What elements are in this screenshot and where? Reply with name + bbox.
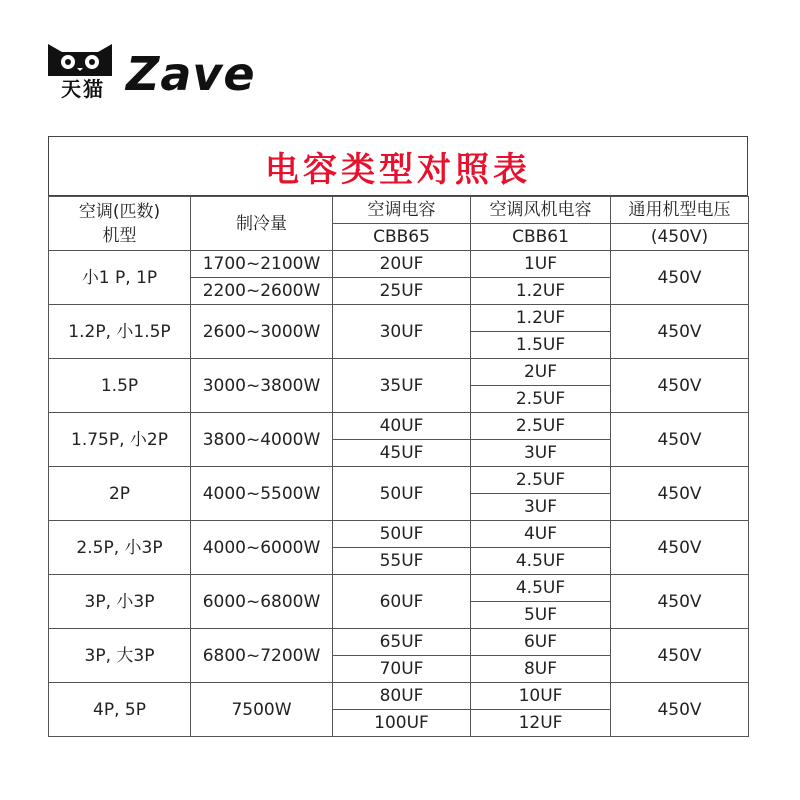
header-model xyxy=(49,197,191,251)
model-cell: 1.2P, 小1.5P xyxy=(49,305,191,359)
capacitor-cell: 65UF xyxy=(333,629,471,656)
header-cooling: 制冷量 xyxy=(191,197,333,251)
capacitor-cell: 20UF xyxy=(333,251,471,278)
table-title-box xyxy=(48,136,748,196)
capacitor-cell: 50UF xyxy=(333,467,471,521)
capacitor-cell: 55UF xyxy=(333,548,471,575)
voltage-cell: 450V xyxy=(611,413,749,467)
fan-capacitor-cell: 3UF xyxy=(471,494,611,521)
capacitor-cell: 25UF xyxy=(333,278,471,305)
header-capacitor-sub: CBB65 xyxy=(333,224,471,251)
fan-capacitor-cell: 8UF xyxy=(471,656,611,683)
cooling-cell: 2600~3000W xyxy=(191,305,333,359)
fan-capacitor-cell: 5UF xyxy=(471,602,611,629)
fan-capacitor-cell: 2.5UF xyxy=(471,467,611,494)
fan-capacitor-cell: 6UF xyxy=(471,629,611,656)
voltage-cell: 450V xyxy=(611,629,749,683)
cooling-cell: 3800~4000W xyxy=(191,413,333,467)
voltage-cell: 450V xyxy=(611,305,749,359)
table-row xyxy=(49,575,749,602)
capacitor-table xyxy=(48,196,749,737)
cooling-cell: 4000~5500W xyxy=(191,467,333,521)
model-cell: 2.5P, 小3P xyxy=(49,521,191,575)
header-row xyxy=(49,197,749,224)
table-row xyxy=(49,683,749,710)
cooling-cell: 2200~2600W xyxy=(191,278,333,305)
header-fan-capacitor: 空调风机电容 xyxy=(471,197,611,224)
tmall-logo-text: 天猫 xyxy=(61,77,105,101)
fan-capacitor-cell: 1.5UF xyxy=(471,332,611,359)
fan-capacitor-cell: 2.5UF xyxy=(471,413,611,440)
header-voltage: 通用机型电压 xyxy=(611,197,749,224)
cooling-cell: 4000~6000W xyxy=(191,521,333,575)
model-cell: 3P, 大3P xyxy=(49,629,191,683)
capacitor-cell: 40UF xyxy=(333,413,471,440)
header-capacitor: 空调电容 xyxy=(333,197,471,224)
table-row xyxy=(49,359,749,386)
cooling-cell: 6800~7200W xyxy=(191,629,333,683)
header-model-line1: 空调(匹数) xyxy=(78,201,161,222)
cooling-cell: 6000~6800W xyxy=(191,575,333,629)
model-cell: 1.5P xyxy=(49,359,191,413)
fan-capacitor-cell: 4.5UF xyxy=(471,575,611,602)
fan-capacitor-cell: 1.2UF xyxy=(471,278,611,305)
model-cell: 小1 P, 1P xyxy=(49,251,191,305)
table-row xyxy=(49,521,749,548)
brand-name: Zave xyxy=(126,47,256,101)
fan-capacitor-cell: 1UF xyxy=(471,251,611,278)
fan-capacitor-cell: 4.5UF xyxy=(471,548,611,575)
fan-capacitor-cell: 2.5UF xyxy=(471,386,611,413)
page-title: 电容类型对照表 xyxy=(265,149,531,190)
voltage-cell: 450V xyxy=(611,467,749,521)
table-row xyxy=(49,305,749,332)
fan-capacitor-cell: 1.2UF xyxy=(471,305,611,332)
capacitor-cell: 45UF xyxy=(333,440,471,467)
model-cell: 3P, 小3P xyxy=(49,575,191,629)
table-row xyxy=(49,467,749,494)
capacitor-cell: 60UF xyxy=(333,575,471,629)
logo xyxy=(46,42,266,102)
model-cell: 1.75P, 小2P xyxy=(49,413,191,467)
table-row xyxy=(49,251,749,278)
voltage-cell: 450V xyxy=(611,251,749,305)
capacitor-cell: 100UF xyxy=(333,710,471,737)
model-cell: 2P xyxy=(49,467,191,521)
cooling-cell: 7500W xyxy=(191,683,333,737)
table-row xyxy=(49,413,749,440)
voltage-cell: 450V xyxy=(611,359,749,413)
fan-capacitor-cell: 12UF xyxy=(471,710,611,737)
header-model-line2: 机型 xyxy=(102,225,137,246)
capacitor-cell: 70UF xyxy=(333,656,471,683)
fan-capacitor-cell: 10UF xyxy=(471,683,611,710)
header-voltage-sub: (450V) xyxy=(611,224,749,251)
capacitor-cell: 80UF xyxy=(333,683,471,710)
capacitor-cell: 35UF xyxy=(333,359,471,413)
header-fan-sub: CBB61 xyxy=(471,224,611,251)
fan-capacitor-cell: 2UF xyxy=(471,359,611,386)
cooling-cell: 3000~3800W xyxy=(191,359,333,413)
voltage-cell: 450V xyxy=(611,683,749,737)
voltage-cell: 450V xyxy=(611,521,749,575)
capacitor-cell: 30UF xyxy=(333,305,471,359)
capacitor-cell: 50UF xyxy=(333,521,471,548)
cooling-cell: 1700~2100W xyxy=(191,251,333,278)
voltage-cell: 450V xyxy=(611,575,749,629)
table-row xyxy=(49,629,749,656)
fan-capacitor-cell: 3UF xyxy=(471,440,611,467)
fan-capacitor-cell: 4UF xyxy=(471,521,611,548)
model-cell: 4P, 5P xyxy=(49,683,191,737)
